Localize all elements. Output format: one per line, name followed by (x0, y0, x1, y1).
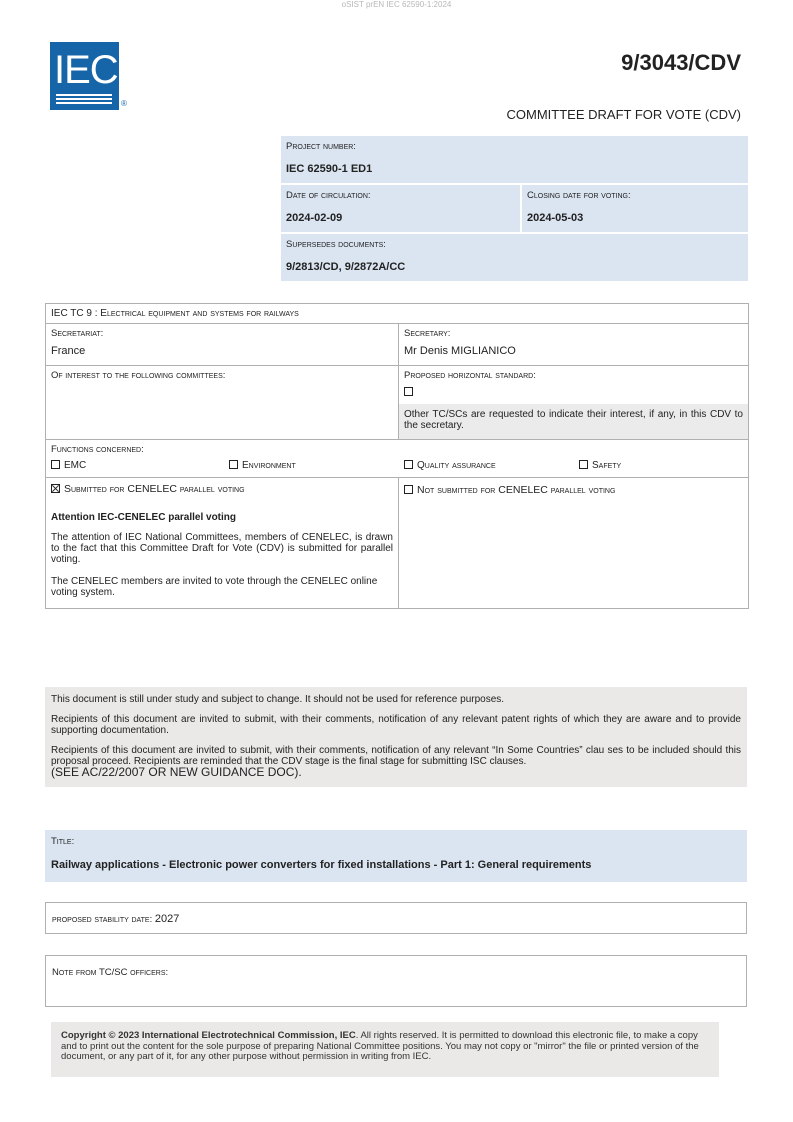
secretary-value: Mr Denis MIGLIANICO (404, 345, 516, 357)
watermark: oSIST prEN IEC 62590-1:2024 (341, 0, 452, 9)
iec-logo (50, 42, 119, 110)
secretariat-label: Secretariat: (51, 328, 104, 339)
stability-block (45, 902, 747, 934)
supersedes-value: 9/2813/CD, 9/2872A/CC (286, 261, 406, 273)
cenelec-submitted-checkbox[interactable] (51, 484, 60, 493)
quality-checkbox[interactable] (404, 460, 413, 469)
stability-value: 2027 (154, 913, 180, 925)
safety-checkbox[interactable] (579, 460, 588, 469)
stability-label: proposed stability date: (52, 914, 155, 925)
horizontal-top (399, 366, 748, 404)
attention-paragraph-1: The attention of IEC National Committees, members of CENELEC, is drawn to the fact that this Committee Draft for Vote (CDV) is submitted for parallel voting. (51, 532, 393, 565)
document-type: COMMITTEE DRAFT FOR VOTE (CDV) (506, 107, 741, 122)
notice-paragraph-3 (51, 745, 741, 779)
registered-mark: ® (121, 99, 127, 108)
logo-text: IEC (54, 48, 118, 92)
notice-paragraph-3-text: Recipients of this document are invited to submit, with their comments, notification of any relevant “In Some Countries” clau ses to be included should this proposal proceed. Recipients are reminded that the CDV stage is the final stage for submitting ISC clauses. (51, 745, 741, 767)
tc-name: Electrical equipment and systems for railways (100, 308, 299, 319)
horizontal-note: Other TC/SCs are requested to indicate their interest, if any, in this CDV to the secretary. (399, 404, 748, 439)
function-emc[interactable] (51, 460, 229, 471)
copyright-bold: Copyright © 2023 International Electrotechnical Commission, IEC (61, 1030, 356, 1041)
horizontal-cell (399, 366, 748, 439)
emc-checkbox[interactable] (51, 460, 60, 469)
notice-paragraph-2: Recipients of this document are invited to submit, with their comments, notification of any relevant patent rights of which they are aware and to provide supporting documentation. (51, 714, 741, 736)
interest-cell (46, 366, 399, 439)
interest-row (46, 366, 748, 440)
secretariat-row (46, 324, 748, 366)
tc-prefix: IEC TC 9 : (51, 308, 101, 319)
cenelec-row (46, 478, 748, 608)
secretariat-value: France (51, 345, 86, 357)
horizontal-label: Proposed horizontal standard: (404, 370, 536, 381)
project-info-block (281, 136, 748, 283)
document-number: 9/3043/CDV (621, 50, 741, 75)
dates-row (281, 185, 748, 234)
circulation-value: 2024-02-09 (286, 212, 343, 224)
quality-label: Quality assurance (417, 460, 496, 471)
functions-label: Functions concerned: (51, 444, 144, 455)
cenelec-not-submitted-option[interactable] (404, 484, 743, 496)
document-title: Railway applications - Electronic power converters for fixed installations - Part 1: General requirements (51, 859, 592, 871)
cenelec-not-submitted-cell (399, 478, 748, 608)
function-safety[interactable] (579, 460, 621, 471)
horizontal-checkbox[interactable] (404, 387, 413, 396)
tc-row (46, 304, 748, 324)
notice-paragraph-1: This document is still under study and subject to change. It should not be used for reference purposes. (51, 694, 505, 705)
circulation-label: Date of circulation: (286, 190, 371, 201)
notice-paragraph-3-tail: (SEE AC/22/2007 OR NEW GUIDANCE DOC). (51, 765, 302, 779)
copyright-block (51, 1022, 719, 1077)
secretary-cell (399, 324, 748, 365)
committee-table (45, 303, 749, 609)
secretariat-cell (46, 324, 399, 365)
logo-lines (56, 94, 112, 106)
cenelec-submitted-option[interactable] (51, 484, 393, 495)
safety-label: Safety (592, 460, 622, 471)
interest-label: Of interest to the following committees: (51, 370, 226, 381)
functions-row (46, 440, 748, 478)
attention-paragraph-2: The CENELEC members are invited to vote through the CENELEC online voting system. (51, 576, 378, 598)
secretary-label: Secretary: (404, 328, 451, 339)
closing-cell (522, 185, 748, 232)
tc-cell (46, 304, 748, 323)
note-label: Note from TC/SC officers: (52, 967, 169, 978)
cenelec-not-submitted-label: Not submitted for CENELEC parallel voting (417, 484, 616, 496)
notice-block (45, 687, 747, 787)
cenelec-submitted-label: Submitted for CENELEC parallel voting (64, 483, 245, 495)
project-number-row (281, 136, 748, 185)
title-block (45, 830, 747, 882)
supersedes-label: Supersedes documents: (286, 239, 386, 250)
attention-title: Attention IEC-CENELEC parallel voting (51, 512, 237, 523)
emc-label: EMC (64, 460, 87, 471)
closing-value: 2024-05-03 (527, 212, 584, 224)
functions-cell (46, 440, 748, 477)
title-label: Title: (51, 836, 75, 847)
function-quality[interactable] (404, 460, 579, 471)
supersedes-row (281, 234, 748, 283)
function-environment[interactable] (229, 460, 404, 471)
copyright-text: . All rights reserved. It is permitted to download this electronic file, to make a copy and to print out the content for the sole purpose of preparing National Committee positions. You may not copy or "mirror" the file or printed version of the document, or any part of it, for any other purpose without permission in writing from IEC. (61, 1030, 699, 1062)
cenelec-submitted-cell (46, 478, 399, 608)
project-number-label: Project number: (286, 141, 356, 152)
environment-label: Environment (242, 460, 296, 471)
note-block (45, 955, 747, 1007)
environment-checkbox[interactable] (229, 460, 238, 469)
cenelec-not-submitted-checkbox[interactable] (404, 485, 413, 494)
circulation-cell (281, 185, 522, 232)
project-number-value: IEC 62590-1 ED1 (286, 163, 373, 175)
functions-options (51, 460, 743, 471)
closing-label: Closing date for voting: (527, 190, 631, 201)
